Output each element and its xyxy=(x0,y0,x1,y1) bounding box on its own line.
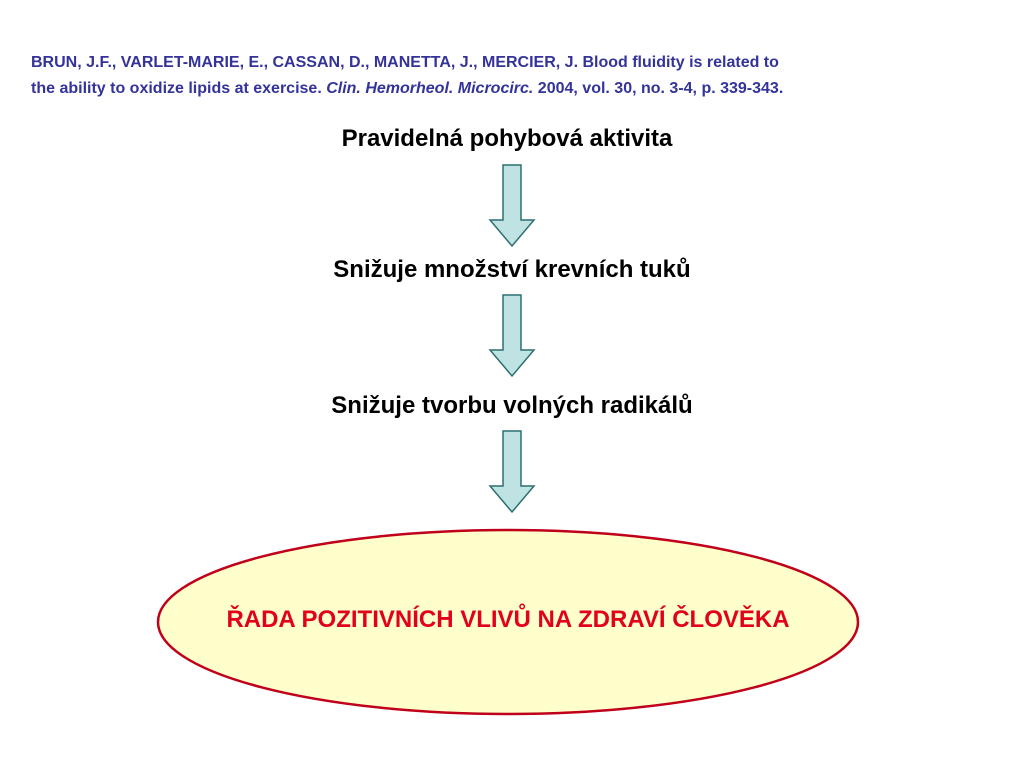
step-regular-physical-activity: Pravidelná pohybová aktivita xyxy=(341,125,673,152)
citation-line-2-suffix: 2004, vol. 30, no. 3-4, p. 339-343. xyxy=(533,80,784,97)
outcome-label: ŘADA POZITIVNÍCH VLIVŮ NA ZDRAVÍ ČLOVĚKA xyxy=(226,606,790,633)
down-arrow-icon xyxy=(480,164,544,248)
citation-reference xyxy=(31,50,991,102)
citation-line-1: BRUN, J.F., VARLET-MARIE, E., CASSAN, D., MANETTA, J., MERCIER, J. Blood fluidity is related to xyxy=(31,54,779,71)
citation-journal: Clin. Hemorheol. Microcirc. xyxy=(326,80,534,97)
citation-line-2-prefix: the ability to oxidize lipids at exercise. xyxy=(31,80,327,97)
step-reduces-free-radicals: Snižuje tvorbu volných radikálů xyxy=(331,392,693,419)
down-arrow-icon xyxy=(480,430,544,514)
down-arrow-icon xyxy=(480,294,544,378)
step-reduces-blood-fats: Snižuje množství krevních tuků xyxy=(333,256,691,283)
